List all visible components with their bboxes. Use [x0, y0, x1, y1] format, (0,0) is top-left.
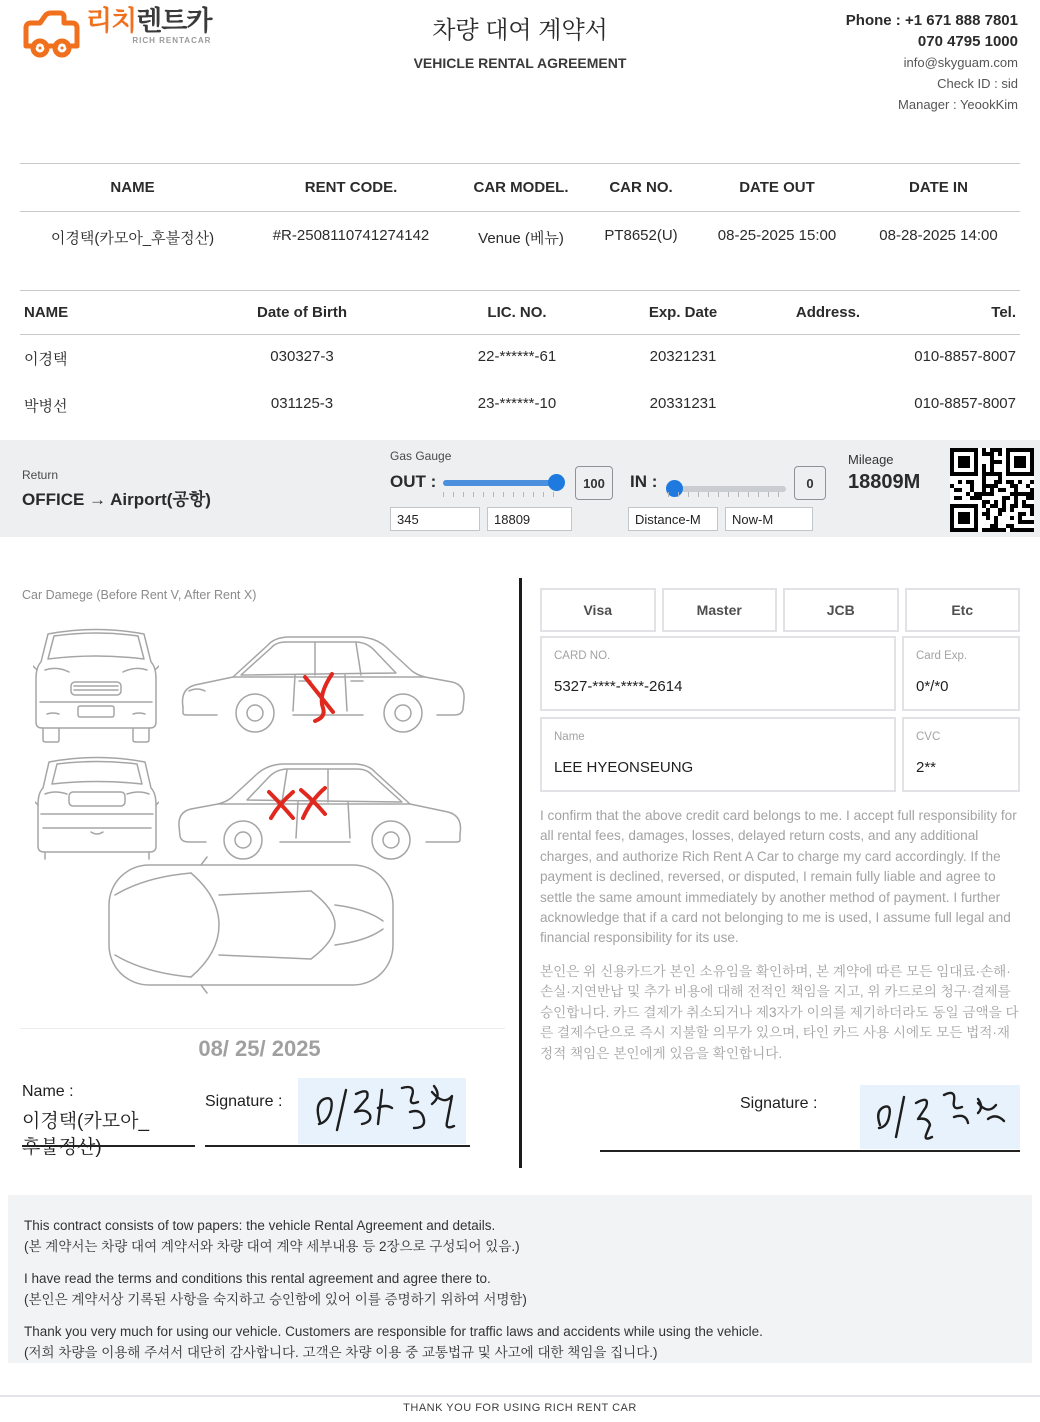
contact-phone-2: 070 4795 1000 — [917, 33, 1018, 50]
contact-phone-1: Phone : +1 671 888 7801 — [845, 12, 1018, 29]
gas-out-value: 100 — [575, 466, 613, 500]
card-number-value: 5327-****-****-2614 — [554, 678, 683, 695]
signature-label-left: Signature : — [205, 1093, 283, 1110]
car-damage-label: Car Damege (Before Rent V, After Rent X) — [22, 588, 257, 602]
driver-col-dob: Date of Birth — [178, 291, 426, 335]
driver2-lic: 23-******-10 — [477, 395, 557, 412]
signature-underline-left — [205, 1145, 470, 1147]
signature-pad-left[interactable] — [298, 1078, 466, 1144]
driver-info-table — [20, 290, 1020, 429]
signature-label-right: Signature : — [740, 1095, 818, 1112]
card-type-tabs — [540, 588, 1020, 632]
gas-in-label: IN : — [630, 472, 658, 491]
rental-col-car-no: CAR NO. — [585, 164, 697, 212]
return-route-value: OFFICE → Airport(공항) — [22, 490, 211, 509]
damage-mark-x — [269, 792, 293, 818]
rental-col-date-in: DATE IN — [857, 164, 1020, 212]
logo-subtitle: RICH RENTACAR — [132, 36, 212, 45]
car-front-view — [33, 622, 159, 744]
return-label: Return — [22, 468, 59, 482]
term3-english: Thank you very much for using our vehicle. Customers are responsible for traffic laws and accidents while using the vehicle. — [24, 1324, 763, 1339]
mileage-value: 18809M — [848, 471, 921, 493]
page-title-english: VEHICLE RENTAL AGREEMENT — [413, 55, 627, 71]
term2-english: I have read the terms and conditions this rental agreement and agree there to. — [24, 1271, 491, 1286]
driver2-dob: 031125-3 — [270, 395, 334, 412]
return-gas-band — [0, 440, 1040, 537]
tab-visa[interactable]: Visa — [540, 588, 656, 632]
rental-info-table — [20, 163, 1020, 263]
truck-logo-icon — [20, 8, 82, 60]
damage-mark-x — [315, 674, 332, 721]
tab-jcb[interactable]: JCB — [783, 588, 899, 632]
driver2-name: 박병선 — [24, 398, 68, 415]
footer-divider — [0, 1395, 1040, 1397]
mileage-label: Mileage — [848, 452, 894, 467]
qr-code — [950, 448, 1034, 532]
card-number-label: CARD NO. — [554, 650, 611, 662]
signature-pad-right[interactable] — [860, 1085, 1020, 1149]
rental-value-date-out: 08-25-2025 15:00 — [717, 227, 837, 244]
contact-manager: Manager : YeookKim — [898, 97, 1018, 112]
card-confirmation-korean: 본인은 위 신용카드가 본인 소유임을 확인하며, 본 계약에 따른 모든 임대료·손해·손실·지연반납 및 추가 비용에 대해 전적인 책임을 지고, 위 카드로의 청구·결제를 승인합니다. 카드 결제가 취소되거나 제3자가 이의를 제기하더라도 동일 금액을 다른 결제수단으로 즉시 지불할 의무가 있으며, 타인 카드 사용 시에도 모든 법적·재정적 책임은 본인에게 있음을 확인합니다. — [540, 964, 1019, 1061]
tab-master[interactable]: Master — [662, 588, 778, 632]
driver2-tel: 010-8857-8007 — [914, 395, 1016, 412]
car-top-view — [105, 855, 397, 995]
rental-value-car-model: Venue (베뉴) — [478, 230, 564, 247]
tab-etc[interactable]: Etc — [905, 588, 1021, 632]
damage-mark-x — [301, 788, 325, 818]
renter-name-value-line1: 이경택(카모아_ — [22, 1111, 150, 1132]
rental-value-car-no: PT8652(U) — [604, 227, 678, 244]
company-logo — [20, 8, 211, 60]
rental-value-rent-code: #R-2508110741274142 — [272, 227, 430, 244]
inspection-date: 08/ 25/ 2025 — [198, 1036, 321, 1061]
driver1-exp: 20321231 — [649, 348, 717, 365]
driver2-exp: 20331231 — [649, 395, 717, 412]
car-rear-view — [35, 750, 159, 862]
rental-value-name: 이경택(카모아_후불정산) — [50, 230, 215, 247]
driver1-lic: 22-******-61 — [477, 348, 557, 365]
rental-col-car-model: CAR MODEL. — [457, 164, 585, 212]
term1-korean: (본 계약서는 차량 대여 계약서와 차량 대여 계약 세부내용 등 2장으로 구성되어 있음.) — [24, 1239, 520, 1254]
card-cvc-value: 2** — [916, 759, 937, 776]
gas-in-input-distance[interactable] — [628, 507, 718, 531]
card-holder-value: LEE HYEONSEUNG — [554, 759, 694, 776]
logo-text-kr-dark: 렌트카 — [136, 6, 212, 36]
rental-value-date-in: 08-28-2025 14:00 — [879, 227, 998, 244]
page-title-korean: 차량 대여 계약서 — [432, 17, 608, 44]
contact-email: info@skyguam.com — [903, 55, 1018, 70]
driver1-address — [758, 335, 898, 382]
gas-out-slider[interactable] — [443, 480, 563, 486]
renter-name-label: Name : — [22, 1083, 74, 1100]
term2-korean: (본인은 계약서상 기록된 사항을 숙지하고 승인함에 있어 이를 증명하기 위하여 서명함) — [24, 1292, 527, 1307]
driver2-address — [758, 382, 898, 429]
card-exp-label: Card Exp. — [916, 650, 968, 662]
driver-col-exp: Exp. Date — [608, 291, 758, 335]
contact-check-id: Check ID : sid — [937, 76, 1018, 91]
rental-col-rent-code: RENT CODE. — [245, 164, 457, 212]
card-cvc-label: CVC — [916, 731, 941, 743]
term1-english: This contract consists of tow papers: the vehicle Rental Agreement and details. — [24, 1218, 496, 1233]
driver-col-address: Address. — [758, 291, 898, 335]
driver1-tel: 010-8857-8007 — [914, 348, 1016, 365]
gas-out-slider-thumb[interactable] — [548, 474, 565, 491]
gas-out-input-2[interactable] — [487, 507, 572, 531]
signature-ink-right — [860, 1085, 1020, 1149]
term3-korean: (저희 차량을 이용해 주셔서 대단히 감사합니다. 고객은 차량 이용 중 교통법규 및 사고에 대한 책임을 집니다.) — [24, 1345, 658, 1360]
date-divider — [20, 1028, 505, 1029]
car-side-view-left — [175, 615, 470, 745]
renter-name-value-line2: 후불정산) — [22, 1137, 102, 1158]
gas-out-input-1[interactable] — [390, 507, 480, 531]
column-divider — [519, 578, 522, 1168]
rental-col-name: NAME — [20, 164, 245, 212]
driver1-name: 이경택 — [24, 351, 68, 368]
car-side-view-right — [173, 748, 468, 868]
signature-ink-left — [298, 1078, 466, 1144]
logo-text-kr-orange: 리치 — [86, 6, 137, 36]
driver1-dob: 030327-3 — [270, 348, 334, 365]
gas-in-value: 0 — [794, 466, 826, 500]
gas-in-input-now[interactable] — [725, 507, 813, 531]
gas-out-slider-ticks — [443, 492, 563, 497]
terms-box — [8, 1195, 1032, 1363]
gas-in-slider-ticks — [668, 492, 786, 497]
driver-col-name: NAME — [20, 291, 178, 335]
gas-gauge-label: Gas Gauge — [390, 449, 452, 463]
signature-underline-right — [600, 1150, 1020, 1152]
driver-col-lic: LIC. NO. — [426, 291, 608, 335]
gas-out-label: OUT : — [390, 472, 437, 491]
driver-col-tel: Tel. — [898, 291, 1020, 335]
card-holder-label: Name — [554, 731, 585, 743]
card-details — [540, 636, 1020, 792]
rental-col-date-out: DATE OUT — [697, 164, 857, 212]
contact-block — [846, 10, 1018, 115]
footer-thanks-text: THANK YOU FOR USING RICH RENT CAR — [403, 1402, 637, 1414]
card-confirmation-english: I confirm that the above credit card belongs to me. I accept full responsibility for all rental fees, damages, losses, delayed return costs, and any additional charges, and authorize Rich Rent A Car to charge my card accordingly. If the payment is declined, reversed, or disputed, I remain fully liable and agree to settle the same amount immediately by another method of payment. I further acknowledge that if a card not belonging to me is used, I assume full legal and financial responsibility for its use. — [540, 808, 1017, 946]
card-exp-value: 0*/*0 — [916, 678, 949, 695]
